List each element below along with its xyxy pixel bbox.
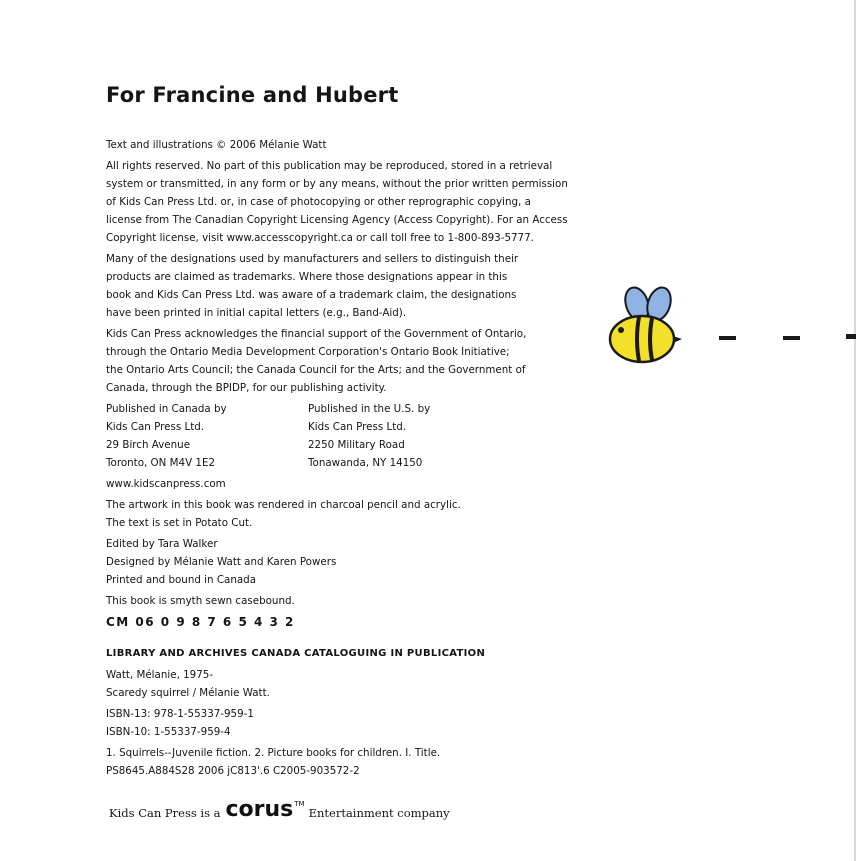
address-line: 2250 Military Road — [308, 439, 405, 451]
support-line: through the Ontario Media Development Corporation's Ontario Book Initiative; — [106, 346, 510, 358]
rights-line: of Kids Can Press Ltd. or, in case of photocopying or other reprographic copying, a — [106, 196, 531, 208]
copyright-page-content — [106, 136, 606, 783]
publisher-canada — [106, 400, 308, 472]
isbn-13: ISBN-13: 978-1-55337-959-1 — [106, 708, 254, 720]
website: www.kidscanpress.com — [106, 478, 226, 490]
bee-illustration — [606, 282, 856, 372]
rights-line: license from The Canadian Copyright Licensing Agency (Access Copyright). For an Access — [106, 214, 568, 226]
footer-prefix: Kids Can Press is a — [109, 806, 221, 820]
cip-book-title: Scaredy squirrel / Mélanie Watt. — [106, 687, 270, 699]
corus-logo-text: corus — [225, 797, 294, 822]
cip-classification: PS8645.A884S28 2006 jC813'.6 C2005-903572-2 — [106, 765, 360, 777]
trademarks-paragraph — [106, 250, 606, 322]
rights-line: system or transmitted, in any form or by any means, without the prior written permission — [106, 178, 568, 190]
print-line: CM 06 0 9 8 7 6 5 4 3 2 — [106, 615, 295, 629]
address-line: Toronto, ON M4V 1E2 — [106, 457, 215, 469]
publisher-addresses — [106, 400, 606, 472]
bee-body — [610, 316, 674, 362]
artwork-line: The artwork in this book was rendered in charcoal pencil and acrylic. — [106, 499, 461, 511]
cip-author: Watt, Mélanie, 1975- — [106, 669, 214, 681]
support-line: Canada, through the BPIDP, for our publishing activity. — [106, 382, 387, 394]
credit-line: Designed by Mélanie Watt and Karen Powers — [106, 556, 337, 568]
address-line: Kids Can Press Ltd. — [308, 421, 407, 433]
footer-suffix: Entertainment company — [308, 806, 450, 820]
trademarks-line: book and Kids Can Press Ltd. was aware of a trademark claim, the designations — [106, 289, 517, 301]
dedication: For Francine and Hubert — [106, 83, 399, 107]
corus-logo-tm: TM — [294, 800, 305, 808]
publisher-footer — [109, 797, 450, 822]
bee-eye — [618, 327, 624, 333]
cip-isbns — [106, 705, 606, 741]
corus-logo — [225, 797, 305, 822]
credit-line: Printed and bound in Canada — [106, 574, 257, 586]
address-line: Published in Canada by — [106, 403, 227, 415]
isbn-10: ISBN-10: 1-55337-959-4 — [106, 726, 231, 738]
rights-line: All rights reserved. No part of this publication may be reproduced, stored in a retrieval — [106, 160, 553, 172]
bee-stripe — [637, 317, 639, 361]
cip-entry — [106, 666, 606, 702]
bee-stripe — [650, 318, 652, 360]
flight-trail-dash — [846, 334, 856, 339]
flight-trail-dash — [783, 336, 800, 340]
copyright-line: Text and illustrations © 2006 Mélanie Watt — [106, 139, 327, 151]
cip-classification-block — [106, 744, 606, 780]
support-line: Kids Can Press acknowledges the financial support of the Government of Ontario, — [106, 328, 527, 340]
bee-stinger — [673, 336, 682, 343]
rights-line: Copyright license, visit www.accesscopyright.ca or call toll free to 1-800-893-5777. — [106, 232, 534, 244]
publisher-us — [308, 400, 510, 472]
binding-note: This book is smyth sewn casebound. — [106, 595, 295, 607]
trademarks-line: Many of the designations used by manufacturers and sellers to distinguish their — [106, 253, 519, 265]
address-line: 29 Birch Avenue — [106, 439, 191, 451]
address-line: Tonawanda, NY 14150 — [308, 457, 423, 469]
artwork-notes — [106, 496, 606, 532]
artwork-line: The text is set in Potato Cut. — [106, 517, 253, 529]
cip-title: LIBRARY AND ARCHIVES CANADA CATALOGUING IN PUBLICATION — [106, 648, 486, 659]
cip-subjects: 1. Squirrels--Juvenile fiction. 2. Picture books for children. I. Title. — [106, 747, 441, 759]
rights-paragraph — [106, 157, 606, 247]
credits — [106, 535, 606, 589]
support-paragraph — [106, 325, 606, 397]
support-line: the Ontario Arts Council; the Canada Council for the Arts; and the Government of — [106, 364, 526, 376]
address-line: Kids Can Press Ltd. — [106, 421, 205, 433]
address-line: Published in the U.S. by — [308, 403, 431, 415]
credit-line: Edited by Tara Walker — [106, 538, 218, 550]
trademarks-line: products are claimed as trademarks. Where those designations appear in this — [106, 271, 508, 283]
trademarks-line: have been printed in initial capital letters (e.g., Band-Aid). — [106, 307, 407, 319]
flight-trail-dash — [719, 336, 736, 340]
